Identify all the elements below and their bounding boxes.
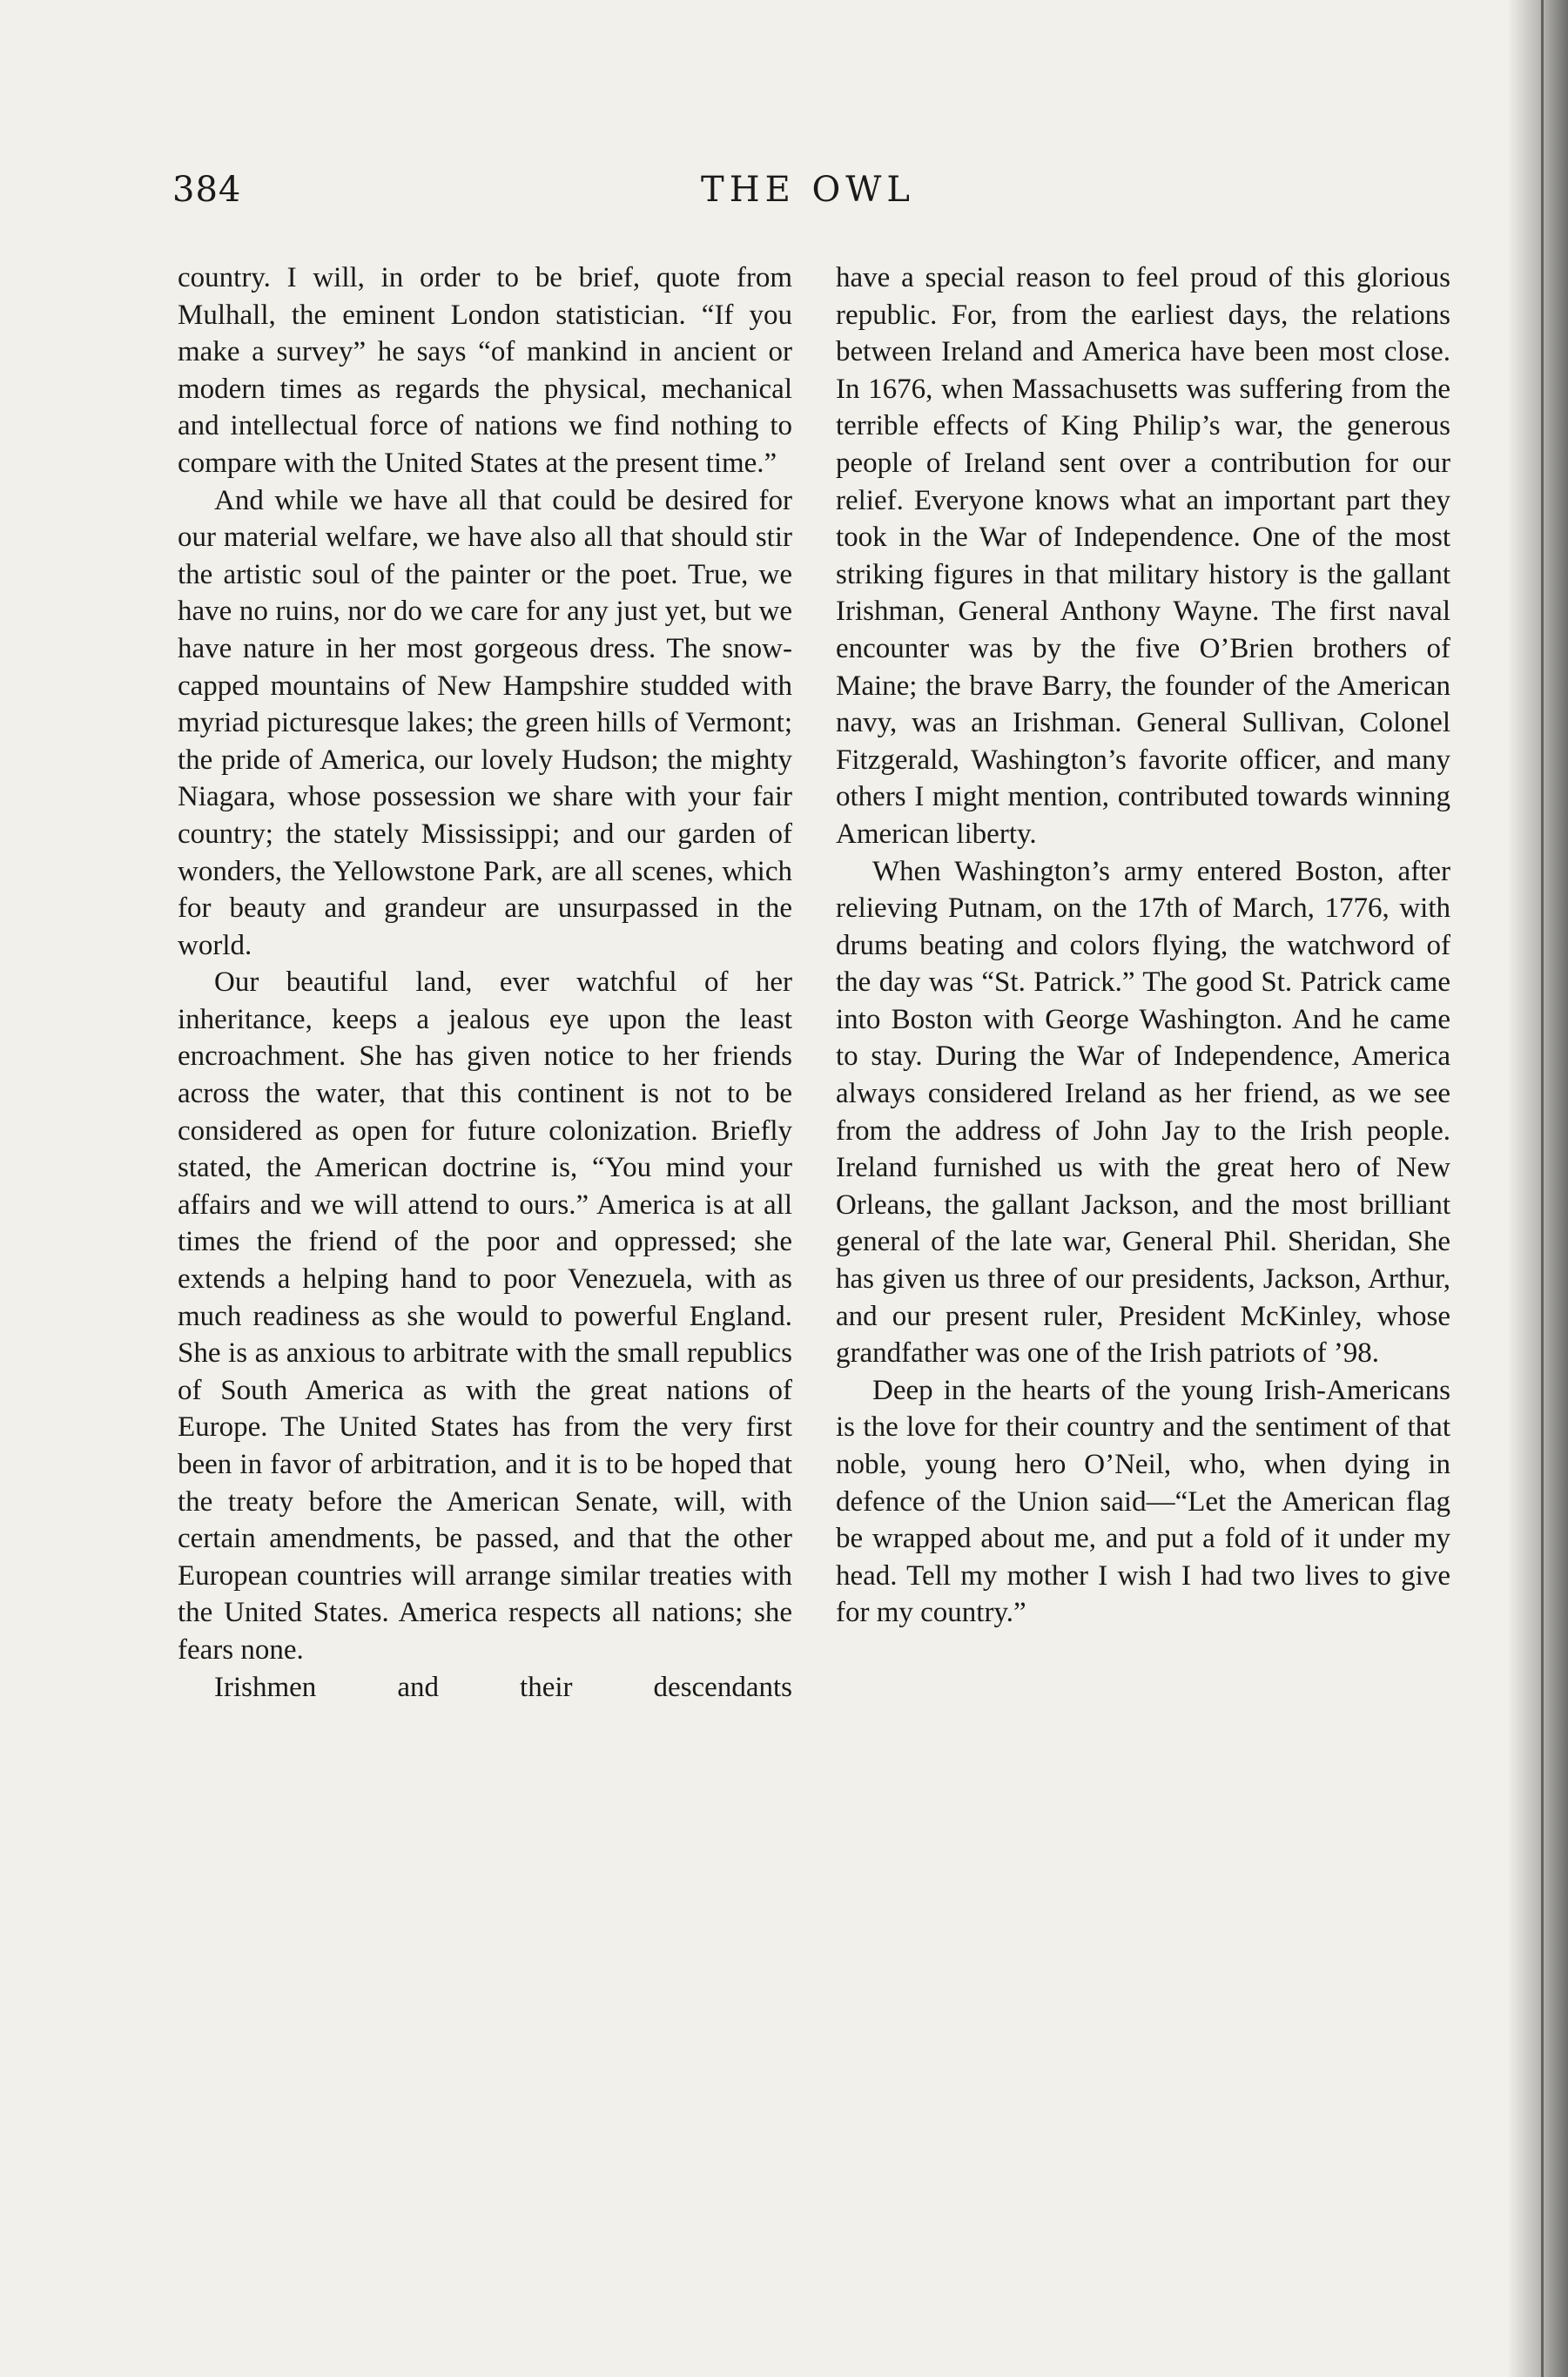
page-edge-line: [1541, 0, 1544, 2377]
paragraph: When Washington’s army entered Boston, after relieving Putnam, on the 17th of March, 1776, with drums beating and colors flying, the watchword of the day was “St. Patrick.” The good St. Patrick came into Boston with George Washington. And he came to stay. During the War of Independence, America always considered Ireland as her friend, as we see from the address of John Jay to the Irish people. Ireland furnished us with the great hero of New Orleans, the gallant Jackson, and the most brilliant general of the late war, General Phil. Sheridan, She has given us three of our presidents, Jackson, Arthur, and our present ruler, President McKinley, whose grandfather was one of the Irish patriots of ’98.: [836, 855, 1450, 1370]
paragraph: Irishmen and their descendants: [214, 1671, 792, 1703]
paragraph: And while we have all that could be desired for our material welfare, we have also all that should stir the artistic soul of the painter or the poet. True, we have no ruins, nor do we care for any just yet, but we have nature in her most gorgeous dress. The snow-capped mountains of New Hampshire studded with myriad picturesque lakes; the green hills of Vermont; the pride of America, our lovely Hudson; the mighty Niagara, whose possession we share with your fair country; the stately Mississippi; and our garden of wonders, the Yellowstone Park, are all scenes, which for beauty and grandeur are unsurpassed in the world.: [178, 484, 792, 961]
paragraph: country. I will, in order to be brief, quote from Mulhall, the eminent London statistician. “If you make a survey” he says “of mankind in ancient or modern times as regards the physical, mechanical and intellectual force of nations we find nothing to compare with the United States at the present time.”: [178, 262, 792, 479]
paragraph: Our beautiful land, ever watchful of her inheritance, keeps a jealous eye upon the least encroachment. She has given notice to her friends across the water, that this continent is not to be considered as open for future colonization. Briefly stated, the American doctrine is, “You mind your affairs and we will attend to ours.” America is at all times the friend of the poor and oppressed; she extends a helping hand to poor Venezuela, with as much readiness as she would to powerful England. She is as anxious to arbitrate with the small republics of South America as with the great nations of Europe. The United States has from the very first been in favor of arbitration, and it is to be hoped that the treaty before the American Senate, will, with certain amendments, be passed, and that the other European countries will arrange similar treaties with the United States. America respects all nations; she fears none.: [178, 966, 792, 1666]
running-title: THE OWL: [701, 170, 915, 210]
right-column: [836, 259, 1450, 1632]
paragraph: have a special reason to feel proud of this glorious republic. For, from the earliest days, the relations between Ireland and America have been most close. In 1676, when Massachusetts was suffering from the terrible effects of King Philip’s war, the generous people of Ireland sent over a contribution for our relief. Everyone knows what an important part they took in the War of Independence. One of the most striking figures in that military history is the gallant Irishman, General Anthony Wayne. The first naval encounter was by the five O’Brien brothers of Maine; the brave Barry, the founder of the American navy, was an Irishman. General Sullivan, Colonel Fitzgerald, Washington’s favorite officer, and many others I might mention, contributed towards winning American liberty.: [836, 262, 1450, 850]
page-edge-shadow: [1507, 0, 1568, 2377]
left-column: [178, 259, 792, 1706]
paragraph: Deep in the hearts of the young Irish-Americans is the love for their country and the sentiment of that noble, young hero O’Neil, who, when dying in defence of the Union said—“Let the American flag be wrapped about me, and put a fold of it under my head. Tell my mother I wish I had two lives to give for my country.”: [836, 1374, 1450, 1629]
page-header: [172, 170, 1444, 222]
page-number: 384: [172, 170, 242, 210]
